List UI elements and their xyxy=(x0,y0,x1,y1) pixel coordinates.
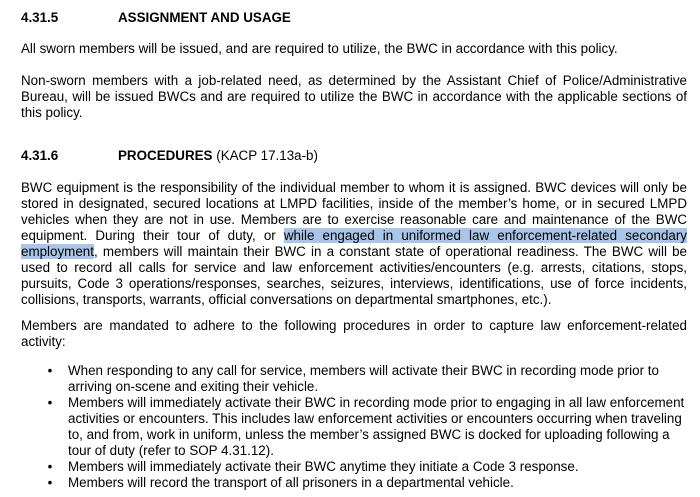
paragraph-non-sworn-members: Non-sworn members with a job-related need, as determined by the Assistant Chief of Police/Administrative Bureau, will be issued BWCs and are required to utilize the BWC in accordance with the applicable sections of this policy. xyxy=(21,73,687,120)
list-item-text: Members will immediately activate their BWC in recording mode prior to engaging in all law enforcement activities or encounters. This includes law enforcement activities or encounters occurring when traveling to, and from, work in uniform, unless the member’s assigned BWC is docked for uploading following a tour of duty (refer to SOP 4.31.12). xyxy=(68,395,685,458)
bullet-icon: • xyxy=(47,459,53,474)
bullet-icon: • xyxy=(47,475,53,490)
paragraph-sworn-members: All sworn members will be issued, and are required to utilize, the BWC in accordance with this policy. xyxy=(21,41,618,56)
bullet-icon: • xyxy=(47,363,53,378)
section-title xyxy=(118,148,318,164)
bullet-icon: • xyxy=(47,395,53,410)
paragraph-bwc-equipment xyxy=(21,180,687,308)
highlighted-text[interactable]: while engaged in uniformed law enforcement-related secondary employment xyxy=(21,228,687,259)
paragraph-mandated-procedures: Members are mandated to adhere to the following procedures in order to capture law enforcement-related activity: xyxy=(21,318,687,349)
list-item-text: When responding to any call for service, members will activate their BWC in recording mode prior to arriving on-scene and exiting their vehicle. xyxy=(68,363,659,394)
section-number: 4.31.6 xyxy=(21,148,59,163)
list-item xyxy=(21,395,687,459)
list-item-text: Members will record the transport of all prisoners in a departmental vehicle. xyxy=(68,475,514,490)
section-title-text: PROCEDURES xyxy=(118,148,213,163)
list-item xyxy=(21,475,687,491)
paragraph-text-before: BWC equipment is the responsibility of the individual member to whom it is assigned. BWC devices will only be stored in designated, secured locations at LMPD facilities, inside of the member’s home, or in secured LMPD vehicles when they are not in use. Members are to exercise reasonable care and maintenance of the BWC equipment. During their tour of duty, or xyxy=(21,180,687,243)
list-item xyxy=(21,459,687,475)
section-title: ASSIGNMENT AND USAGE xyxy=(118,10,291,25)
list-item xyxy=(21,363,687,395)
procedures-bullet-list xyxy=(21,363,687,491)
list-item-text: Members will immediately activate their BWC anytime they initiate a Code 3 response. xyxy=(68,459,579,474)
paragraph-text-after: , members will maintain their BWC in a constant state of operational readiness. The BWC will be used to record all calls for service and law enforcement activities/encounters (e.g. arrests, citations, stops, pursuits, Code 3 operations/responses, searches, seizures, interviews, identifications, use of force incidents, collisions, transports, warrants, official conversations on departmental smartphones, etc.). xyxy=(21,244,687,307)
section-reference: (KACP 17.13a-b) xyxy=(216,148,318,163)
section-number: 4.31.5 xyxy=(21,10,59,25)
